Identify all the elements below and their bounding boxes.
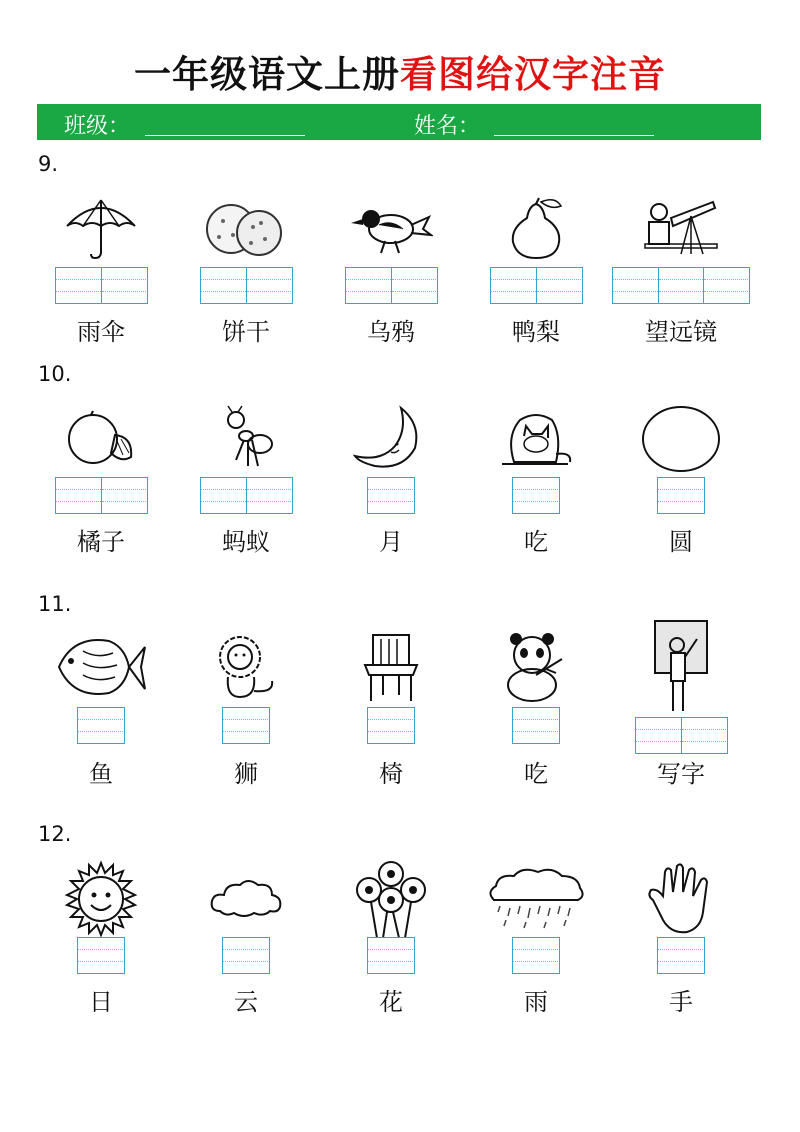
pinyin-cell[interactable] <box>368 708 413 743</box>
class-label: 班级： <box>64 114 131 139</box>
pinyin-cell[interactable] <box>613 268 658 303</box>
hanzi-word: 饼干 <box>222 318 270 346</box>
pinyin-cell[interactable] <box>658 938 703 973</box>
pinyin-grid[interactable] <box>200 267 293 304</box>
cloud-icon <box>171 862 321 936</box>
pinyin-grid[interactable] <box>77 707 125 744</box>
rain-cloud-icon <box>461 862 611 936</box>
umbrella-icon <box>26 192 176 266</box>
hanzi-word: 望远镜 <box>645 318 717 346</box>
pinyin-cell[interactable] <box>78 938 123 973</box>
panda-eating-icon <box>461 630 611 704</box>
hanzi-word: 吃 <box>524 528 548 556</box>
pinyin-cell[interactable] <box>513 938 558 973</box>
hanzi-word: 雨 <box>524 988 548 1016</box>
title-part-1: 一年级语文上册 <box>134 53 400 96</box>
hanzi-word: 云 <box>234 988 258 1016</box>
pinyin-grid[interactable] <box>55 477 148 514</box>
question-number: 10. <box>38 362 72 386</box>
telescope-boy-icon <box>606 192 756 266</box>
title-part-2: 看图给汉字注音 <box>400 53 666 96</box>
hanzi-word: 椅 <box>379 760 403 788</box>
hanzi-word: 写字 <box>657 760 705 788</box>
pinyin-cell[interactable] <box>56 268 101 303</box>
pinyin-grid[interactable] <box>367 477 415 514</box>
pinyin-cell[interactable] <box>681 718 726 753</box>
hanzi-word: 橘子 <box>77 528 125 556</box>
pinyin-grid[interactable] <box>612 267 750 304</box>
flowers-icon <box>316 862 466 936</box>
pinyin-cell[interactable] <box>491 268 536 303</box>
pinyin-grid[interactable] <box>657 477 705 514</box>
ant-icon <box>171 402 321 476</box>
pinyin-grid[interactable] <box>657 937 705 974</box>
pinyin-cell[interactable] <box>658 478 703 513</box>
pinyin-cell[interactable] <box>391 268 436 303</box>
hanzi-word: 吃 <box>524 760 548 788</box>
pinyin-cell[interactable] <box>346 268 391 303</box>
pinyin-grid[interactable] <box>222 707 270 744</box>
pinyin-cell[interactable] <box>636 718 681 753</box>
name-field[interactable] <box>494 135 654 136</box>
question-number: 9. <box>38 152 59 176</box>
pinyin-cell[interactable] <box>368 938 413 973</box>
hanzi-word: 花 <box>379 988 403 1016</box>
pinyin-grid[interactable] <box>512 937 560 974</box>
cat-eating-icon <box>461 402 611 476</box>
pinyin-grid[interactable] <box>77 937 125 974</box>
hanzi-word: 鸭梨 <box>512 318 560 346</box>
hanzi-word: 月 <box>379 528 403 556</box>
pinyin-cell[interactable] <box>246 478 291 513</box>
pinyin-cell[interactable] <box>703 268 748 303</box>
pinyin-cell[interactable] <box>223 938 268 973</box>
pinyin-grid[interactable] <box>635 717 728 754</box>
hanzi-word: 鱼 <box>89 760 113 788</box>
page-title <box>0 44 800 98</box>
pinyin-grid[interactable] <box>222 937 270 974</box>
pinyin-cell[interactable] <box>513 708 558 743</box>
hanzi-word: 圆 <box>669 528 693 556</box>
question-number: 12. <box>38 822 72 846</box>
pinyin-cell[interactable] <box>101 478 146 513</box>
lion-icon <box>171 630 321 704</box>
hanzi-word: 雨伞 <box>77 318 125 346</box>
pinyin-cell[interactable] <box>78 708 123 743</box>
orange-icon <box>26 402 176 476</box>
name-label: 姓名： <box>414 114 481 139</box>
pinyin-grid[interactable] <box>512 477 560 514</box>
circle-icon <box>606 402 756 476</box>
pinyin-grid[interactable] <box>512 707 560 744</box>
pinyin-cell[interactable] <box>201 478 246 513</box>
sun-icon <box>26 862 176 936</box>
pinyin-cell[interactable] <box>368 478 413 513</box>
pinyin-grid[interactable] <box>55 267 148 304</box>
fish-icon <box>26 630 176 704</box>
pinyin-cell[interactable] <box>101 268 146 303</box>
hand-icon <box>606 862 756 936</box>
pinyin-cell[interactable] <box>56 478 101 513</box>
pinyin-cell[interactable] <box>201 268 246 303</box>
pinyin-cell[interactable] <box>246 268 291 303</box>
pinyin-cell[interactable] <box>658 268 703 303</box>
hanzi-word: 狮 <box>234 760 258 788</box>
question-number: 11. <box>38 592 72 616</box>
pinyin-grid[interactable] <box>345 267 438 304</box>
hanzi-word: 乌鸦 <box>367 318 415 346</box>
info-banner <box>37 104 761 140</box>
moon-icon <box>316 402 466 476</box>
hanzi-word: 蚂蚁 <box>222 528 270 556</box>
chair-icon <box>316 630 466 704</box>
pear-icon <box>461 192 611 266</box>
pinyin-grid[interactable] <box>200 477 293 514</box>
child-writing-icon <box>606 630 756 704</box>
hanzi-word: 手 <box>669 988 693 1016</box>
class-field[interactable] <box>145 135 305 136</box>
crow-icon <box>316 192 466 266</box>
pinyin-grid[interactable] <box>367 937 415 974</box>
pinyin-grid[interactable] <box>490 267 583 304</box>
pinyin-grid[interactable] <box>367 707 415 744</box>
pinyin-cell[interactable] <box>536 268 581 303</box>
hanzi-word: 日 <box>89 988 113 1016</box>
cookies-icon <box>171 192 321 266</box>
pinyin-cell[interactable] <box>223 708 268 743</box>
pinyin-cell[interactable] <box>513 478 558 513</box>
